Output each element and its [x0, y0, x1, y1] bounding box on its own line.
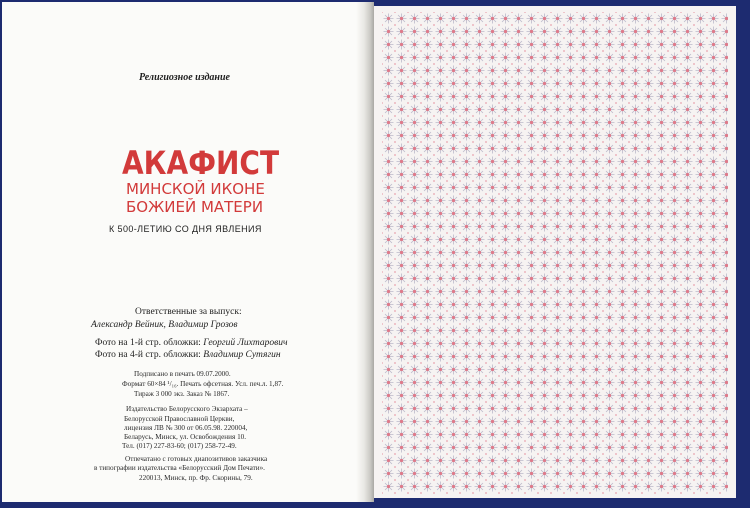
imprint-line: Тираж 3 000 экз. Заказ № 1867. — [134, 390, 230, 398]
photo-front-label: Фото на 1-й стр. обложки: — [95, 338, 201, 348]
imprint-line: в типографии издательства «Белорусский Дом Печати». — [94, 464, 265, 472]
imprint-line: Белорусской Православной Церкви, — [124, 415, 235, 423]
imprint-line: Издательство Белорусского Экзархата – — [126, 405, 248, 413]
photo-front-name: Георгий Лихтарович — [203, 338, 288, 348]
ornament-pattern — [382, 12, 728, 494]
right-page — [374, 6, 736, 498]
photo-back-name: Владимир Сутягин — [203, 350, 281, 360]
imprint-line: лицензия ЛВ № 300 от 06.05.98. 220004, — [124, 424, 248, 432]
imprint-line: Тел. (017) 227-83-60; (017) 258-72-49. — [122, 442, 237, 450]
left-page — [2, 2, 370, 502]
responsible-names: Александр Вейник, Владимир Грозов — [91, 320, 238, 330]
imprint-line: Беларусь, Минск, ул. Освобождения 10. — [124, 433, 247, 441]
anniversary-subtitle: К 500-ЛЕТИЮ СО ДНЯ ЯВЛЕНИЯ — [109, 224, 262, 234]
photo-credit-back — [95, 350, 281, 360]
imprint-line: 220013, Минск, пр. Фр. Скорины, 79. — [139, 474, 253, 482]
photo-credit-front — [95, 338, 288, 348]
imprint-line: Отпечатано с готовых диапозитивов заказчика — [125, 455, 268, 463]
title-line-2: МИНСКОЙ ИКОНЕ — [126, 180, 265, 198]
edition-type: Религиозное издание — [139, 72, 230, 83]
imprint-line: Формат 60×84 ¹/₁₆. Печать офсетная. Усл. печ.л. 1,87. — [122, 380, 284, 388]
book-spine — [356, 2, 374, 502]
responsible-label: Ответственные за выпуск: — [135, 307, 242, 317]
photo-back-label: Фото на 4-й стр. обложки: — [95, 350, 201, 360]
title-akathist: АКАФИСТ — [122, 144, 280, 182]
imprint-line: Подписано в печать 09.07.2000. — [134, 370, 231, 378]
title-line-3: БОЖИЕЙ МАТЕРИ — [126, 198, 264, 216]
